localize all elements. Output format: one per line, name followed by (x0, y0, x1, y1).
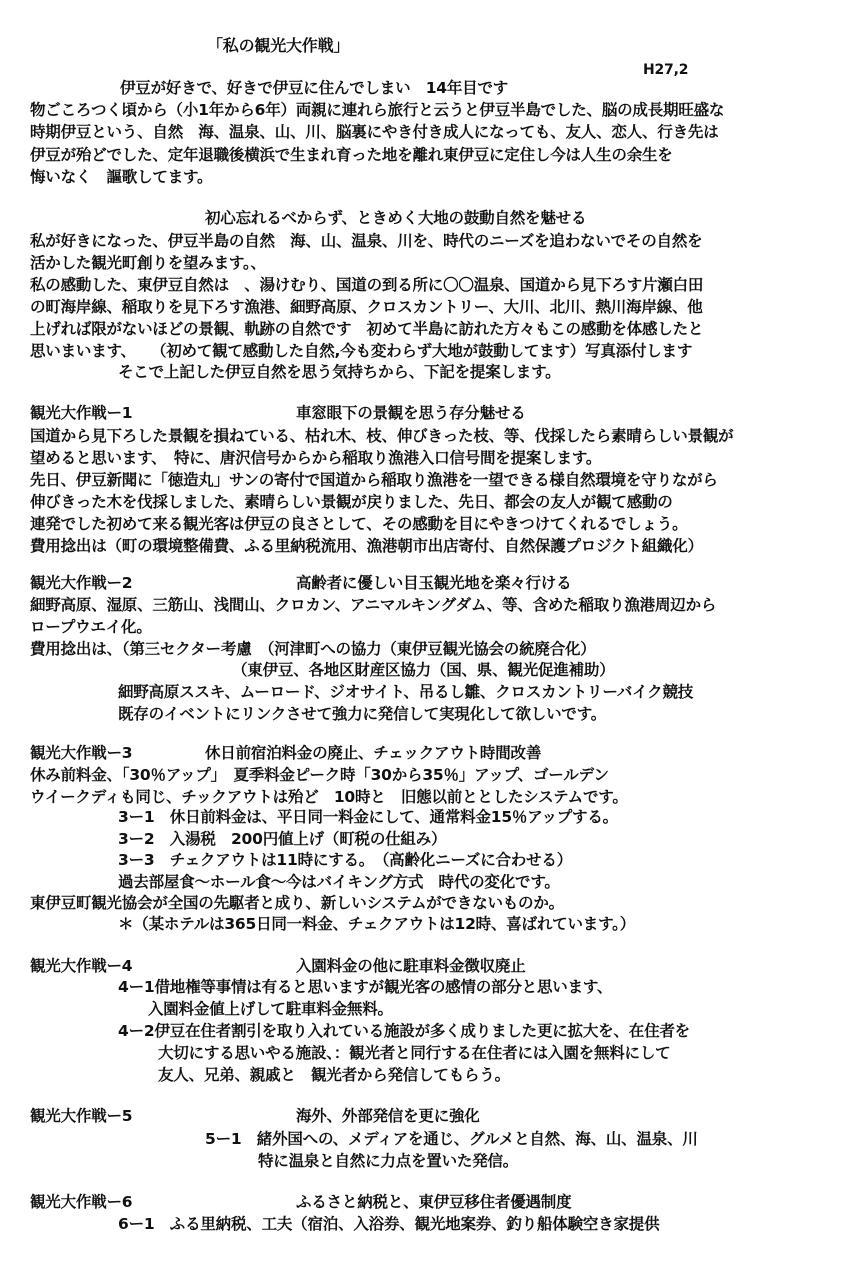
plan-5-line: 特に温泉と自然に力点を置いた発信。 (258, 1152, 519, 1170)
plan-1-line: 先日、伊豆新聞に「徳造丸」サンの寄付で国道から稲取り漁港を一望できる様自然環境を守りながら (30, 471, 718, 489)
plan-2-line: （東伊豆、各地区財産区協力（国、県、観光促進補助） (232, 661, 615, 679)
plan-2-line: ロープウエイ化。 (30, 618, 152, 636)
plan-3-label: 観光大作戦ー3 (30, 744, 133, 762)
plan-2-line: 既存のイベントにリンクさせて強力に発信して実現化して欲しいです。 (118, 705, 607, 723)
section-line: の町海岸線、稲取りを見下ろす漁港、細野高原、クロスカントリー、大川、北川、熱川海岸線、他 (30, 298, 703, 316)
plan-3-line: 過去部屋食～ホール食～今はバイキング方式 時代の変化です。 (118, 873, 560, 891)
intro-heading: 伊豆が好きで、好きで伊豆に住んでしまい 14年目です (120, 79, 509, 97)
section-heading: 初心忘れるべからず、ときめく大地の鼓動自然を魅せる (205, 209, 587, 227)
plan-4-line: 大切にする思いやる施設、：観光者と同行する在住者には入園を無料にして (158, 1044, 671, 1062)
plan-2-heading: 高齢者に優しい目玉観光地を楽々行ける (296, 574, 572, 592)
plan-2-label: 観光大作戦ー2 (30, 574, 133, 592)
plan-1-line: 連発でした初めて来る観光客は伊豆の良さとして、その感動を目にやきつけてくれるでしょう。 (30, 515, 688, 533)
plan-4-label: 観光大作戦ー4 (30, 957, 133, 975)
plan-5-line: 5ー1 緒外国への、メディアを通じ、グルメと自然、海、山、温泉、川 (205, 1130, 698, 1148)
plan-4-line: 4ー2伊豆在住者割引を取り入れている施設が多く成りました更に拡大を、在住者を (118, 1022, 690, 1040)
plan-3-line: 3ー3 チェクアウトは11時にする。 （高齢化ニーズに合わせる） (118, 851, 573, 869)
plan-1-line: 国道から見下ろした景観を損ねている、枯れ木、枝、伸びきった枝、等、伐採したら素晴らしい景観が (30, 427, 734, 445)
plan-4-line: 友人、兄弟、親戚と 観光者から発信してもらう。 (158, 1066, 510, 1084)
plan-1-line: 望めると思います、 特に、唐沢信号からから稲取り漁港入口信号間を提案します。 (30, 449, 602, 467)
plan-4-line: 入園料金値上げして駐車料金無料。 (148, 1000, 393, 1018)
section-line: 思いまいます、 （初めて観て感動した自然,今も変わらず大地が鼓動してます）写真添付します (30, 342, 693, 360)
section-line: 私が好きになった、伊豆半島の自然 海、山、温泉、川を、時代のニーズを追わないでその自然を (30, 232, 703, 250)
section-line: 上げれば限がないほどの景観、軌跡の自然です 初めて半島に訪れた方々もこの感動を体感したと (30, 320, 704, 338)
intro-line: 物ごころつく頃から（小1年から6年）両親に連れら旅行と云うと伊豆半島でした、脳の成長期旺盛な (30, 101, 725, 119)
intro-line: 悔いなく 謳歌してます。 (30, 168, 213, 186)
plan-6-line: 6ー1 ふる里納税、工夫（宿泊、入浴券、観光地案券、釣り船体験空き家提供 (118, 1215, 660, 1233)
plan-3-line: 東伊豆町観光協会が全国の先駆者と成り、新しいシステムができないものか。 (30, 894, 564, 912)
plan-1-line: 伸びきった木を伐採しました、素晴らしい景観が戻りました、先日、都会の友人が観て感動の (30, 493, 673, 511)
plan-2-line: 細野高原ススキ、ムーロード、ジオサイト、吊るし雛、クロスカントリーバイク競技 (118, 683, 694, 701)
intro-line: 時期伊豆という、自然 海、温泉、山、川、脳裏にやき付き成人になっても、友人、恋人、行き先は (30, 123, 719, 141)
plan-3-heading: 休日前宿泊料金の廃止、チェックアウト時間改善 (205, 744, 542, 762)
plan-1-label: 観光大作戦ー1 (30, 404, 133, 422)
plan-3-line: ＊（某ホテルは365日同一料金、チェクアウトは12時、喜ばれています。） (118, 915, 635, 933)
section-line: 活かした観光町創りを望みます。、 (30, 254, 266, 272)
plan-1-line: 費用捻出は（町の環境整備費、ふる里納税流用、漁港朝市出店寄付、自然保護プロジクト組織化） (30, 537, 703, 555)
plan-3-line: 休み前料金、「30％アップ」 夏季料金ピーク時「30から35％」アップ、ゴールデン (30, 766, 609, 784)
plan-2-line: 費用捻出は、（第三セクター考慮 （河津町への協力（東伊豆観光協会の統廃合化） (30, 640, 596, 658)
plan-5-label: 観光大作戦ー5 (30, 1107, 133, 1125)
plan-5-heading: 海外、外部発信を更に強化 (296, 1107, 480, 1125)
plan-4-heading: 入園料金の他に駐車料金徴収廃止 (296, 957, 526, 975)
plan-6-heading: ふるさと納税と、東伊豆移住者優遇制度 (296, 1193, 572, 1211)
section-line: そこで上記した伊豆自然を思う気持ちから、下記を提案します。 (118, 363, 561, 381)
plan-3-line: 3ー2 入湯税 200円値上げ（町税の仕組み） (118, 830, 447, 848)
section-line: 私の感動した、東伊豆自然は 、湯けむり、国道の到る所に〇〇温泉、国道から見下ろす片瀬白田 (30, 276, 704, 294)
intro-line: 伊豆が殆どでした、定年退職後横浜で生まれ育った地を離れ東伊豆に定住し今は人生の余生を (30, 146, 673, 164)
plan-2-line: 細野高原、湿原、三筋山、浅間山、クロカン、アニマルキングダム、等、含めた稲取り漁港周辺から (30, 596, 717, 614)
document-title: 「私の観光大作戦」 (207, 36, 350, 55)
plan-3-line: ウイークディも同じ、チックアウトは殆ど 10時と 旧態以前ととしたシステムです。 (30, 788, 628, 806)
plan-4-line: 4ー1借地権等事情は有ると思いますが観光客の感情の部分と思います、 (118, 978, 613, 996)
document-date: H27,2 (643, 62, 689, 78)
plan-6-label: 観光大作戦ー6 (30, 1193, 133, 1211)
plan-1-heading: 車窓眼下の景観を思う存分魅せる (296, 404, 526, 422)
plan-3-line: 3ー1 休日前料金は、平日同一料金にして、通常料金15％アップする。 (118, 808, 618, 826)
